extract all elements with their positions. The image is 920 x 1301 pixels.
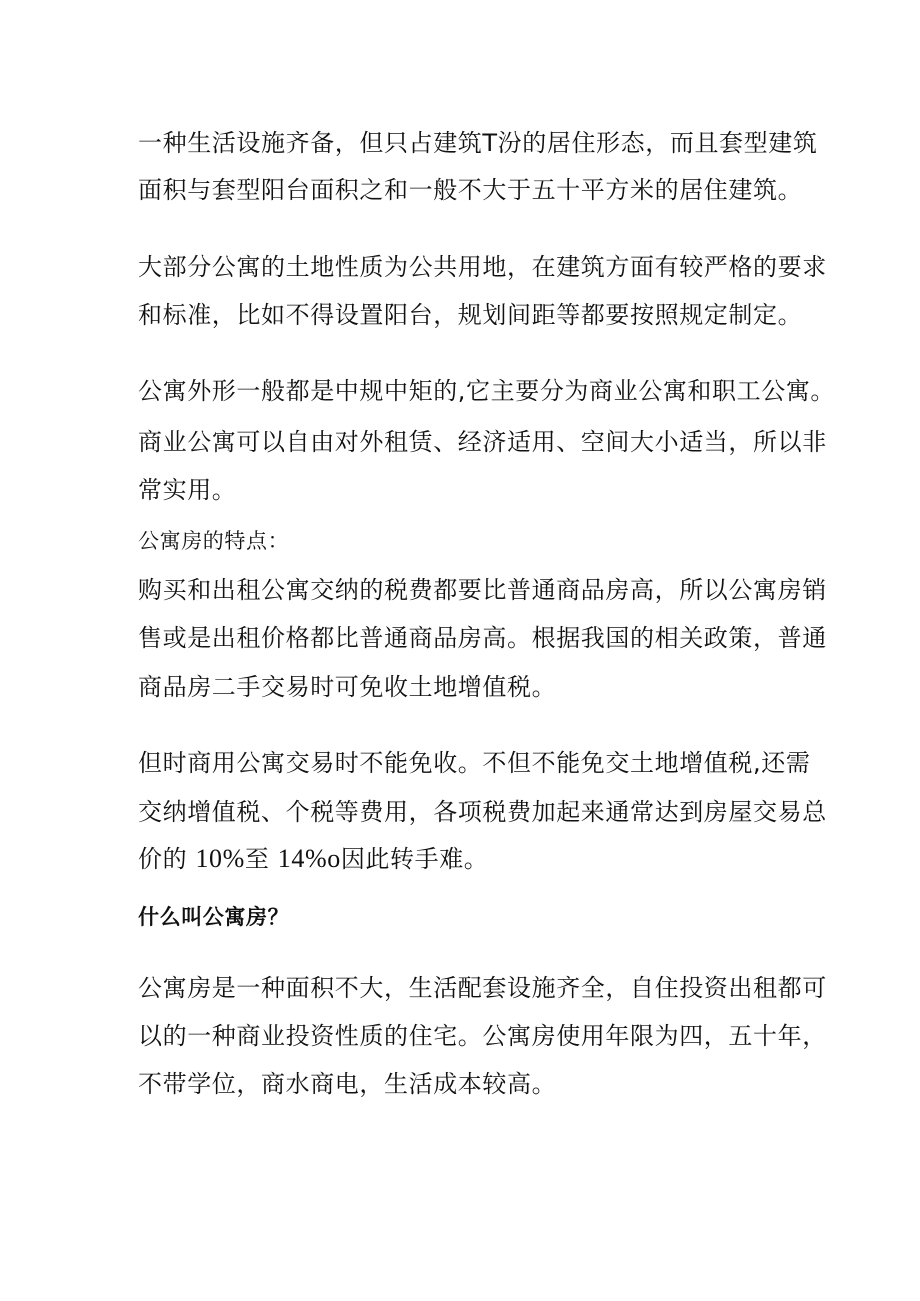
p6-line3: 不带学位，商水商电，生活成本较高。 bbox=[138, 1070, 557, 1098]
section-heading: 什么叫公寓房？ bbox=[138, 905, 290, 929]
p5-line3 bbox=[138, 843, 488, 875]
p6-line2: 以的一种商业投资性质的住宅。公寓房使用年限为四，五十年， bbox=[138, 1022, 827, 1050]
p4-line3: 商品房二手交易时可免收土地增值税。 bbox=[138, 673, 557, 701]
p2-line2: 和标准，比如不得设置阳台，规划间距等都要按照规定制定。 bbox=[138, 301, 803, 329]
p4-line2: 售或是出租价格都比普通商品房高。根据我国的相关政策，普通 bbox=[138, 624, 827, 652]
p4-heading: 公寓房的特点： bbox=[138, 529, 290, 553]
p1-line1: 一种生活设施齐备，但只占建筑T汾的居住形态，而且套型建筑 bbox=[138, 129, 818, 157]
p3-line1: 公寓外形一般都是中规中矩的,它主要分为商业公寓和职工公寓。 bbox=[138, 377, 836, 405]
p5-line3-part-c: 至 bbox=[244, 845, 278, 873]
p4-line1: 购买和出租公寓交纳的税费都要比普通商品房高，所以公寓房销 bbox=[138, 576, 827, 604]
p5-line3-percent-14: 14%o bbox=[277, 844, 341, 873]
p5-line1: 但时商用公寓交易时不能免收。不但不能免交土地增值税,还需 bbox=[138, 749, 811, 777]
p5-line3-part-a: 价的 bbox=[138, 845, 196, 873]
p5-line2: 交纳增值税、个税等费用，各项税费加起来通常达到房屋交易总 bbox=[138, 798, 827, 826]
p5-line3-part-e: 因此转手难。 bbox=[340, 845, 489, 873]
p1-line2: 面积与套型阳台面积之和一般不大于五十平方米的居住建筑。 bbox=[138, 176, 803, 204]
p5-line3-percent-10: 10% bbox=[195, 844, 245, 873]
p3-line2: 商业公寓可以自由对外租赁、经济适用、空间大小适当，所以非 bbox=[138, 428, 827, 456]
p3-line3: 常实用。 bbox=[138, 476, 237, 504]
p6-line1: 公寓房是一种面积不大，生活配套设施齐全，自住投资出租都可 bbox=[138, 974, 827, 1002]
p2-line1: 大部分公寓的土地性质为公共用地，在建筑方面有较严格的要求 bbox=[138, 253, 827, 281]
